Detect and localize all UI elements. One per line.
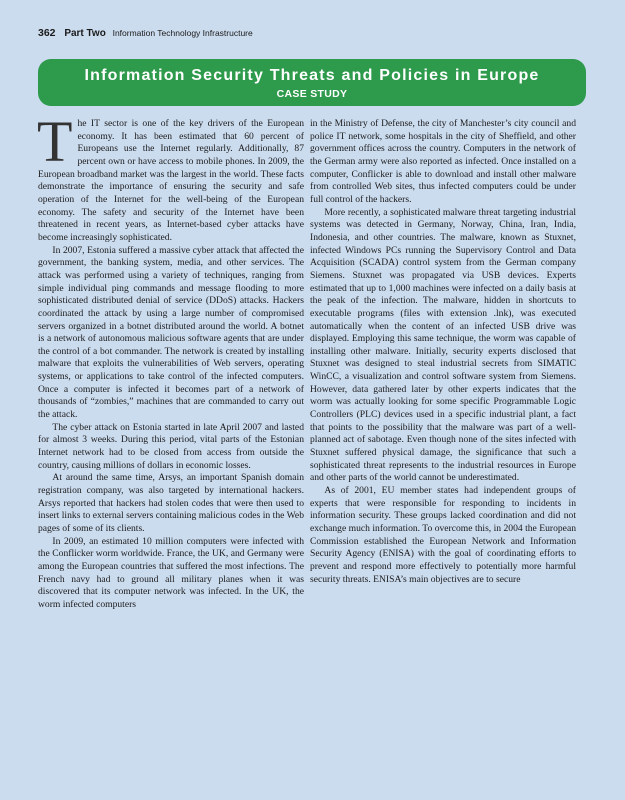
article-paragraph: In 2009, an estimated 10 million computers were infected with the Conflicker worm worldwide. France, the UK, and Germany were among the European countries that suffered the most infections. The French navy had to ground all military planes when it was discovered that its computer network was infected. In the UK, the worm infected computers <box>38 535 304 610</box>
article-paragraph: in the Ministry of Defense, the city of Manchester’s city council and police IT network, some hospitals in the city of Sheffield, and other government offices across the country. Computers in the network of the German army were also reported as infected. Once installed on a computer, Conflicker is able to download and install other malware from controlled Web sites, thus infected computers could be under full control of the hackers. <box>310 118 576 205</box>
running-head <box>38 27 253 39</box>
part-label: Part Two <box>64 28 106 39</box>
case-study-label: CASE STUDY <box>276 88 348 100</box>
case-study-title: Information Security Threats and Policies in Europe <box>84 67 540 84</box>
article-left-column <box>37 109 304 612</box>
drop-cap: T <box>37 109 73 174</box>
article-right-column <box>310 118 576 586</box>
article-paragraph: The cyber attack on Estonia started in late April 2007 and lasted for almost 3 weeks. During this period, vital parts of the Estonian Internet network had to be closed from access from outside the country, causing millions of dollars in economic losses. <box>38 421 304 471</box>
article-paragraph: More recently, a sophisticated malware threat targeting industrial systems was detected in Germany, Norway, China, Iran, India, Indonesia, and other countries. The malware, known as Stuxnet, infected Windows PCs running the Supervisory Control and Data Acquisition (SCADA) control system from the German company Siemens. Stuxnet was propagated via USB devices. Experts estimated that up to 1,000 machines were infected on a daily basis at the peak of the infection. The malware, hidden in shortcuts to executable programs (files with extension .lnk), was executed automatically when the content of an infected USB drive was displayed. Employing this same technique, the worm was capable of installing other malware. Initially, security experts disclosed that Stuxnet was designed to steal industrial secrets from SIMATIC WinCC, a visualization and control software system from Siemens. However, data gathered later by other experts indicates that the worm was actually looking for some specific Programmable Logic Controllers (PLC) devices used in a specific industrial plant, a fact that points to the possibility that the malware was part of a well-planned act of sabotage. Even though none of the sites infected with Stuxnet suffered physical damage, the significance that such a sophisticated threat represents to the industrial resources in Europe and other parts of the world cannot be underestimated. <box>310 206 576 484</box>
case-study-banner <box>38 59 586 106</box>
article-paragraph: As of 2001, EU member states had independent groups of experts that were responsible for responding to incidents in information security. These groups lacked coordination and did not exchange much information. To overcome this, in 2004 the European Commission established the European Network and Information Security Agency (ENISA) with the goal of coordinating efforts to prevent and respond more effectively to potentially more harmful security threats. ENISA’s main objectives are to secure <box>310 485 576 585</box>
article-paragraph: In 2007, Estonia suffered a massive cyber attack that affected the government, the banking system, media, and other services. The attack was performed using a variety of techniques, ranging from simple individual ping commands and message flooding to more sophisticated distributed denial of service (DDoS) attacks. Hackers coordinated the attack by using a large number of compromised servers organized in a botnet distributed around the world. A botnet is a network of autonomous malicious software agents that are under the control of a bot commander. The network is created by installing malware that exploits the vulnerabilities of Web servers, operating systems, or applications to take control of the infected computers. Once a computer is infected it becomes part of a network of thousands of “zombies,” machines that are commanded to carry out the attack. <box>38 244 304 421</box>
article-paragraph: The IT sector is one of the key drivers of the European economy. It has been estimated that 60 percent of Europeans use the Internet regularly. Additionally, 87 percent own or have access to mobile phones. In 2009, the European broadband market was the largest in the world. These facts demonstrate the importance of ensuring the security and safe operation of the Internet for the well-being of the European economy. The safety and security of the Internet have been threatened in recent years, as Internet-based cyber attacks have become increasingly sophisticated. <box>37 109 304 243</box>
page-number: 362 <box>38 27 56 39</box>
chapter-title: Information Technology Infrastructure <box>112 28 253 38</box>
article-paragraph: At around the same time, Arsys, an important Spanish domain registration company, was also targeted by international hackers. Arsys reported that hackers had stolen codes that were then used to insert links to external servers containing malicious codes in the Web pages of some of its clients. <box>38 472 304 534</box>
